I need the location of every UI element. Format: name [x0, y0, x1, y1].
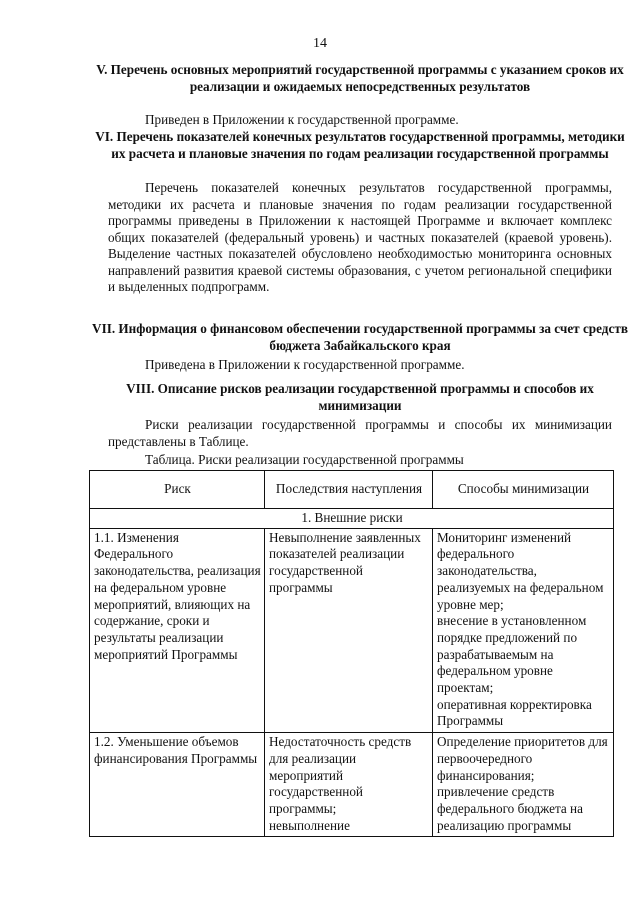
section-7-heading: VII. Информация о финансовом обеспечении государственной программы за счет средств бюджета Забайкальского края: [92, 321, 628, 353]
page-number: 14: [313, 36, 327, 51]
mitigation-cell: Мониторинг изменений федерального законодательства, реализуемых на федеральном уровне мер; внесение в установленном порядке предложений по разрабатываемым на федеральном уровне проектам; оперативная корректировка Программы: [433, 528, 614, 732]
mitigation-cell: Определение приоритетов для первоочередного финансирования; привлечение средств федерального бюджета на реализацию программы: [433, 733, 614, 837]
risk-cell: 1.1. Изменения Федерального законодательства, реализация на федеральном уровне мероприятий, влияющих на содержание, сроки и результаты реализации мероприятий Программы: [90, 528, 265, 732]
section-7-text: Приведена в Приложении к государственной программе.: [145, 357, 465, 372]
header-mitigation: Способы минимизации: [433, 471, 614, 509]
section-external-risks: 1. Внешние риски: [90, 509, 614, 529]
consequence-cell: Недостаточность средств для реализации мероприятий государственной программы; невыполнение: [265, 733, 433, 837]
table-section-row: [90, 509, 614, 529]
section-6-text: Перечень показателей конечных результатов государственной программы, методики их расчета и плановые значения по годам реализации государственной программы приведены в Приложении к настоящей Программе и включает комплекс общих показателей (федеральный уровень) и частных показателей (краевой уровень). Выделение частных показателей обусловлено необходимостью мониторинга основных направлений развития краевой системы образования, с учетом региональной специфики и выделенных подпрограмм.: [108, 180, 612, 294]
risk-cell: 1.2. Уменьшение объемов финансирования Программы: [90, 733, 265, 837]
table-caption: Таблица. Риски реализации государственной программы: [145, 452, 464, 467]
section-5-heading: V. Перечень основных мероприятий государственной программы с указанием сроков их реализации и ожидаемых непосредственных результатов: [96, 62, 624, 94]
section-5-text: Приведен в Приложении к государственной программе.: [145, 112, 459, 127]
table-row: [90, 528, 614, 732]
table-header-row: [90, 471, 614, 509]
section-6-heading: VI. Перечень показателей конечных результатов государственной программы, методики их расчета и плановые значения по годам реализации государственной программы: [95, 129, 625, 161]
section-8-text: Риски реализации государственной программы и способы их минимизации представлены в Таблице.: [108, 417, 612, 449]
header-consequences: Последствия наступления: [265, 471, 433, 509]
table-row: [90, 733, 614, 837]
header-risk: Риск: [90, 471, 265, 509]
consequence-cell: Невыполнение заявленных показателей реализации государственной программы: [265, 528, 433, 732]
section-8-heading: VIII. Описание рисков реализации государственной программы и способов их минимизации: [126, 381, 594, 413]
risks-table: [89, 470, 614, 837]
